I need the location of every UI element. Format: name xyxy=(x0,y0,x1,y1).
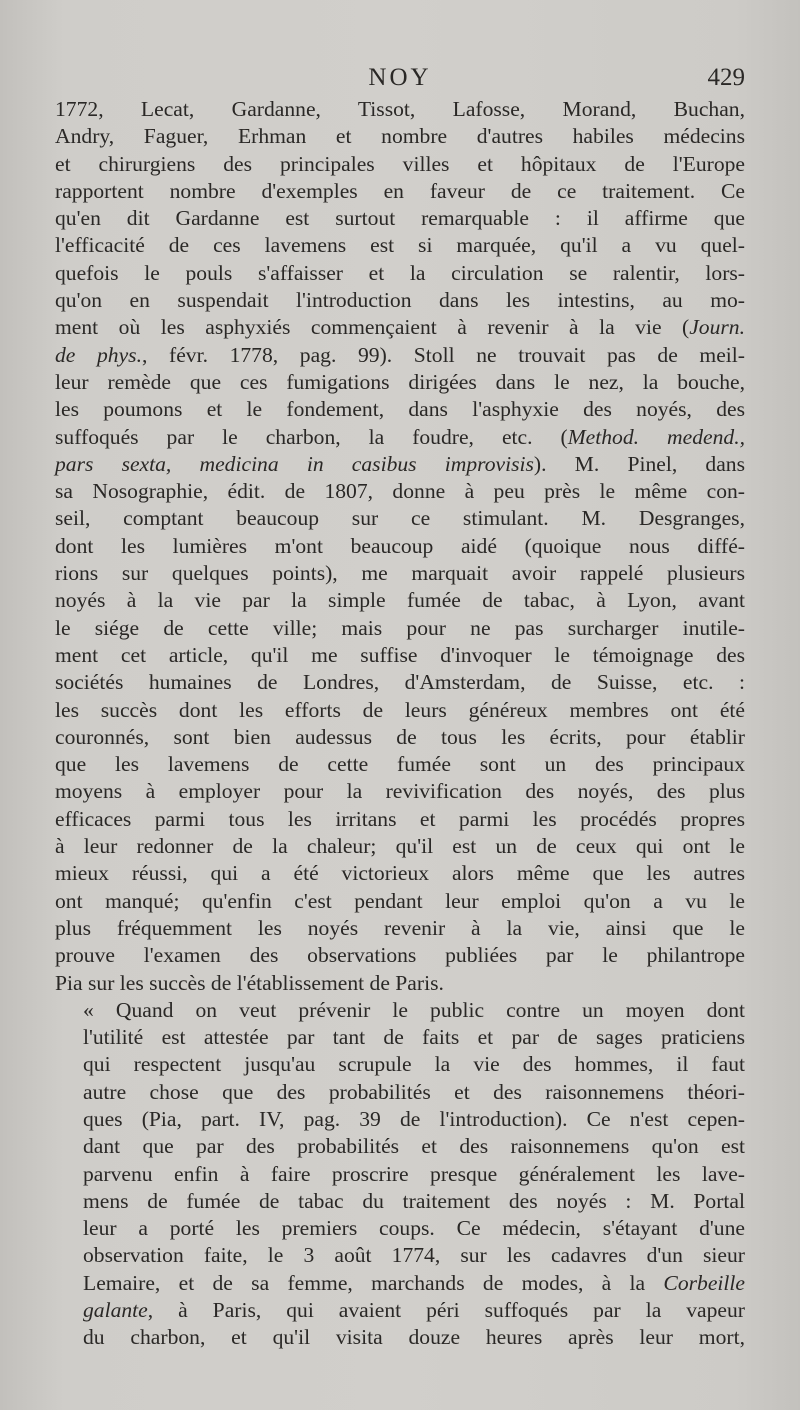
italic-title: galante xyxy=(83,1298,148,1323)
text-line: qu'en dit Gardanne est surtout remarquable : il affirme que xyxy=(55,206,745,231)
text-fragment: Lemaire, et de sa femme, marchands de modes, à la xyxy=(83,1270,646,1295)
text-line: couronnés, sont bien audessus de tous les écrits, pour établir xyxy=(55,724,745,749)
text-fragment: , févr. 1778, pag. 99). Stoll ne trouvait pas de meil- xyxy=(141,342,745,367)
text-line: du charbon, et qu'il visita douze heures après leur mort, xyxy=(83,1325,745,1350)
text-line: 1772, Lecat, Gardanne, Tissot, Lafosse, Morand, Buchan, xyxy=(55,97,745,121)
text-line: qu'on en suspendait l'introduction dans les intestins, au mo- xyxy=(55,288,745,313)
text-line: leur remède que ces fumigations dirigées dans le nez, la bouche, xyxy=(55,369,745,394)
running-title: NOY xyxy=(368,64,432,91)
text-line xyxy=(55,342,745,369)
text-line: les poumons et le fondement, dans l'asphyxie des noyés, des xyxy=(55,397,745,422)
text-line: autre chose que des probabilités et des raisonnemens théori- xyxy=(83,1079,745,1104)
body-text xyxy=(55,96,745,1352)
text-line: plus fréquemment les noyés revenir à la vie, ainsi que le xyxy=(55,915,745,940)
text-line xyxy=(55,451,745,478)
text-line: le siége de cette ville; mais pour ne pas surcharger inutile- xyxy=(55,615,745,640)
text-line xyxy=(55,1297,745,1324)
text-line: rapportent nombre d'exemples en faveur de ce traitement. Ce xyxy=(55,178,745,203)
text-line: les succès dont les efforts de leurs généreux membres ont été xyxy=(55,697,745,722)
text-line: sociétés humaines de Londres, d'Amsterdam, de Suisse, etc. : xyxy=(55,670,745,695)
text-line: que les lavemens de cette fumée sont un des principaux xyxy=(55,752,745,777)
text-line: rions sur quelques points), me marquait avoir rappelé plusieurs xyxy=(55,561,745,586)
text-line: et chirurgiens des principales villes et hôpitaux de l'Europe xyxy=(55,151,745,176)
text-line xyxy=(55,1270,745,1297)
paragraph-1 xyxy=(55,96,745,997)
text-line: dant que par des probabilités et des raisonnemens qu'on est xyxy=(83,1134,745,1159)
page-number: 429 xyxy=(707,64,745,91)
text-line: mens de fumée de tabac du traitement des noyés : M. Portal xyxy=(83,1188,745,1213)
text-line: efficaces parmi tous les irritans et parmi les procédés propres xyxy=(55,806,745,831)
italic-citation: Method. medend., xyxy=(567,424,745,449)
text-line: ment cet article, qu'il me suffise d'invoquer le témoignage des xyxy=(55,642,745,667)
text-line: l'utilité est attestée par tant de faits et par de sages praticiens xyxy=(83,1025,745,1050)
italic-citation: pars sexta, medicina in casibus improvisis xyxy=(55,451,534,476)
text-line: noyés à la vie par la simple fumée de tabac, à Lyon, avant xyxy=(55,588,745,613)
text-line: qui respectent jusqu'au scrupule la vie des hommes, il faut xyxy=(83,1052,745,1077)
text-line: moyens à employer pour la revivification des noyés, des plus xyxy=(55,779,745,804)
text-fragment: ). M. Pinel, dans xyxy=(533,451,745,476)
text-line: Pia sur les succès de l'établissement de Paris. xyxy=(55,970,444,995)
italic-citation: Journ. xyxy=(689,315,745,340)
text-line: ont manqué; qu'enfin c'est pendant leur emploi qu'on a vu le xyxy=(55,888,745,913)
text-line: seil, comptant beaucoup sur ce stimulant. M. Desgranges, xyxy=(55,506,745,531)
text-line: à leur redonner de la chaleur; qu'il est un de ceux qui ont le xyxy=(55,834,745,859)
text-line xyxy=(55,424,745,451)
text-line: mieux réussi, qui a été victorieux alors même que les autres xyxy=(55,861,745,886)
running-head xyxy=(55,64,745,98)
text-line: leur a porté les premiers coups. Ce médecin, s'étayant d'une xyxy=(83,1216,745,1241)
text-line xyxy=(55,314,745,341)
text-line: observation faite, le 3 août 1774, sur les cadavres d'un sieur xyxy=(83,1243,745,1268)
text-line: ques (Pia, part. IV, pag. 39 de l'introduction). Ce n'est cepen- xyxy=(83,1106,745,1131)
text-fragment: ment où les asphyxiés commençaient à revenir à la vie ( xyxy=(55,315,690,340)
italic-citation: de phys. xyxy=(55,342,142,367)
text-line: quefois le pouls s'affaisser et la circulation se ralentir, lors- xyxy=(55,260,745,285)
text-line: parvenu enfin à faire proscrire presque généralement les lave- xyxy=(83,1161,745,1186)
text-fragment: suffoqués par le charbon, la foudre, etc. ( xyxy=(55,424,568,449)
text-line: dont les lumières m'ont beaucoup aidé (quoique nous diffé- xyxy=(55,533,745,558)
text-line: Andry, Faguer, Erhman et nombre d'autres habiles médecins xyxy=(55,124,745,149)
italic-title: Corbeille xyxy=(663,1270,745,1295)
text-fragment: , à Paris, qui avaient péri suffoqués par la vapeur xyxy=(147,1298,745,1323)
text-line: l'efficacité de ces lavemens est si marquée, qu'il a vu quel- xyxy=(55,233,745,258)
text-line: prouve l'examen des observations publiées par le philantrope xyxy=(55,943,745,968)
text-line: sa Nosographie, édit. de 1807, donne à peu près le même con- xyxy=(55,479,745,504)
paragraph-2 xyxy=(55,997,745,1352)
text-line: « Quand on veut prévenir le public contre un moyen dont xyxy=(83,997,745,1022)
